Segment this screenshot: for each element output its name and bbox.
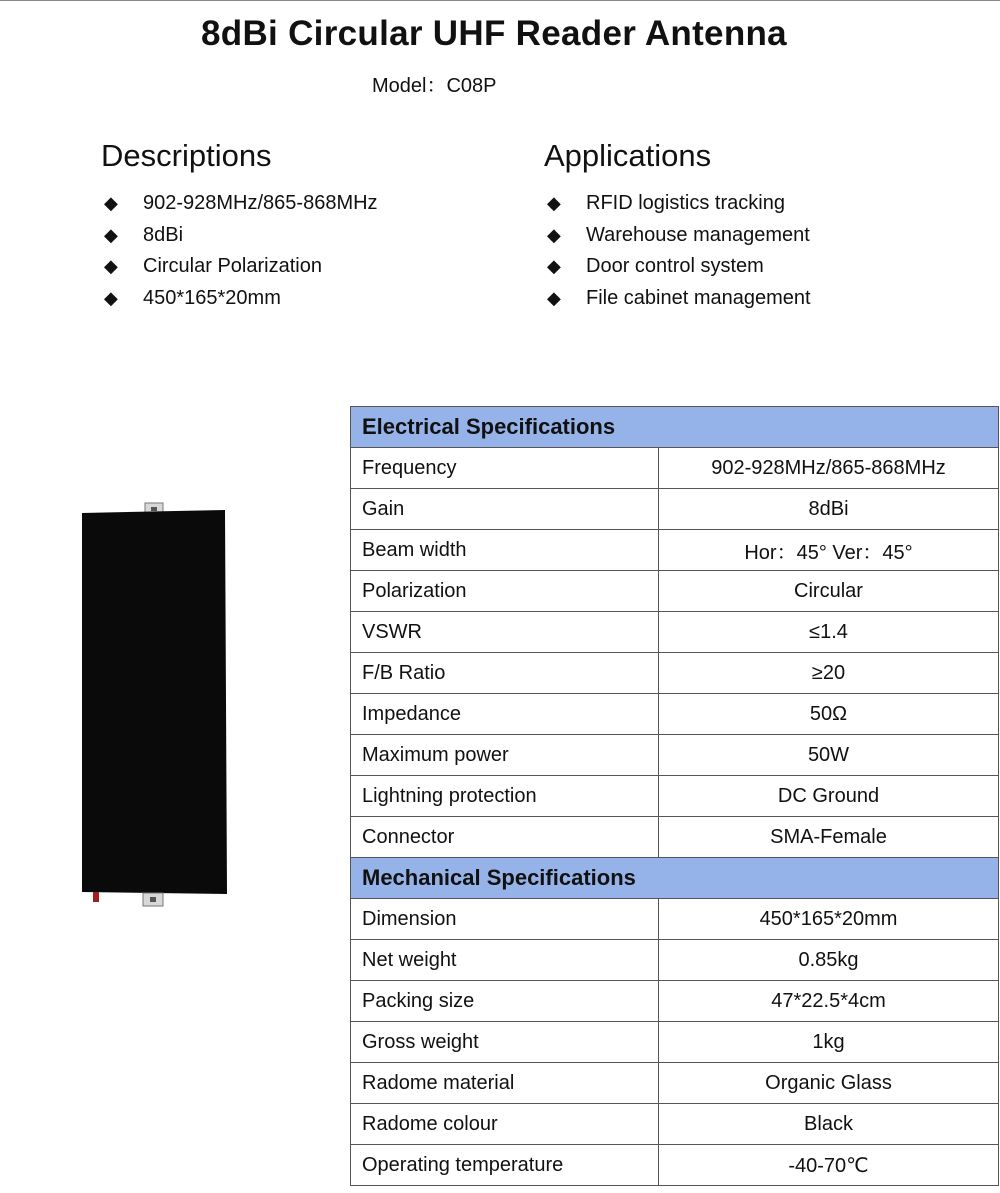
diamond-bullet-icon: ◆	[547, 256, 561, 276]
spec-value: Organic Glass	[659, 1063, 999, 1104]
spec-value: 1kg	[659, 1022, 999, 1063]
descriptions-list	[101, 188, 378, 314]
spec-value: SMA-Female	[659, 817, 999, 858]
model-label: Model：C08P	[372, 75, 497, 97]
spec-label: Connector	[351, 817, 659, 858]
list-item: ◆ 450*165*20mm	[101, 283, 378, 315]
diamond-bullet-icon: ◆	[104, 224, 118, 245]
spec-label: Gross weight	[351, 1022, 659, 1063]
top-rule	[0, 0, 1000, 1]
page-title: 8dBi Circular UHF Reader Antenna	[201, 14, 787, 53]
spec-label: Net weight	[351, 940, 659, 981]
table-row	[351, 448, 999, 489]
diamond-bullet-icon: ◆	[547, 193, 561, 213]
electrical-heading: Electrical Specifications	[351, 407, 999, 448]
mechanical-heading: Mechanical Specifications	[351, 858, 999, 899]
spec-value: 450*165*20mm	[659, 899, 999, 940]
spec-label: Operating temperature	[351, 1145, 659, 1186]
spec-label: Packing size	[351, 981, 659, 1022]
table-row	[351, 694, 999, 735]
spec-value: ≤1.4	[659, 612, 999, 653]
spec-value: 8dBi	[659, 489, 999, 530]
spec-label: Impedance	[351, 694, 659, 735]
table-row	[351, 940, 999, 981]
table-row	[351, 612, 999, 653]
spec-label: Radome material	[351, 1063, 659, 1104]
spec-value: 47*22.5*4cm	[659, 981, 999, 1022]
list-item: ◆ Circular Polarization	[101, 251, 378, 283]
table-row	[351, 981, 999, 1022]
table-row	[351, 530, 999, 571]
table-row	[351, 571, 999, 612]
applications-heading: Applications	[544, 138, 712, 173]
spec-value: Black	[659, 1104, 999, 1145]
spec-table	[350, 406, 999, 1186]
list-item: ◆ 8dBi	[101, 220, 378, 252]
spec-value: DC Ground	[659, 776, 999, 817]
spec-value: 50Ω	[659, 694, 999, 735]
antenna-product-image	[70, 498, 240, 910]
table-row	[351, 1063, 999, 1104]
spec-value: 902-928MHz/865-868MHz	[659, 448, 999, 489]
table-row	[351, 1022, 999, 1063]
spec-value: 0.85kg	[659, 940, 999, 981]
table-row	[351, 1104, 999, 1145]
spec-value: -40-70℃	[659, 1145, 999, 1186]
table-row	[351, 776, 999, 817]
list-item: ◆ Door control system	[544, 251, 811, 283]
spec-label: VSWR	[351, 612, 659, 653]
list-item: ◆ RFID logistics tracking	[544, 188, 811, 220]
spec-label: F/B Ratio	[351, 653, 659, 694]
diamond-bullet-icon: ◆	[547, 287, 561, 308]
table-row	[351, 817, 999, 858]
spec-label: Beam width	[351, 530, 659, 571]
spec-value: Circular	[659, 571, 999, 612]
table-row	[351, 899, 999, 940]
spec-label: Frequency	[351, 448, 659, 489]
table-row	[351, 1145, 999, 1186]
spec-label: Gain	[351, 489, 659, 530]
spec-label: Radome colour	[351, 1104, 659, 1145]
list-item: ◆ File cabinet management	[544, 283, 811, 315]
table-row	[351, 653, 999, 694]
spec-value: 50W	[659, 735, 999, 776]
spec-label: Polarization	[351, 571, 659, 612]
spec-label: Maximum power	[351, 735, 659, 776]
diamond-bullet-icon: ◆	[104, 256, 118, 276]
mechanical-header-row	[351, 858, 999, 899]
table-row	[351, 489, 999, 530]
spec-value: ≥20	[659, 653, 999, 694]
applications-list	[544, 188, 811, 314]
descriptions-heading: Descriptions	[101, 138, 272, 173]
table-row	[351, 735, 999, 776]
spec-value: Hor：45° Ver：45°	[659, 530, 999, 571]
list-item: ◆ 902-928MHz/865-868MHz	[101, 188, 378, 220]
diamond-bullet-icon: ◆	[104, 287, 118, 308]
electrical-header-row	[351, 407, 999, 448]
spec-label: Dimension	[351, 899, 659, 940]
diamond-bullet-icon: ◆	[547, 224, 561, 245]
diamond-bullet-icon: ◆	[104, 193, 118, 213]
list-item: ◆ Warehouse management	[544, 220, 811, 252]
spec-label: Lightning protection	[351, 776, 659, 817]
